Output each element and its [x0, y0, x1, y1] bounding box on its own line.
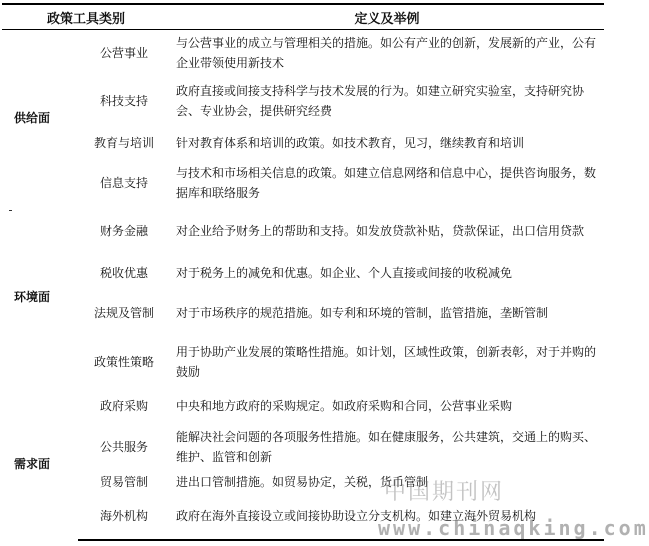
- tool-cell: 税收优惠: [100, 265, 149, 280]
- category-supply: 供给面: [14, 110, 51, 125]
- table-row: [2, 388, 604, 424]
- policy-tools-table: [2, 3, 604, 541]
- definition-cell: 用于协助产业发展的策略性措施。如计划，区域性政策，创新表彰，对于并购的鼓励: [176, 344, 597, 379]
- watermark-cn: 中国期刊网: [384, 480, 505, 505]
- stray-mark: [9, 210, 12, 211]
- definition-cell: 能解决社会问题的各项服务性措施。如在健康服务，公共建筑，交通上的购买、维护、监管和创新: [176, 429, 597, 464]
- tool-cell: 政策性策略: [94, 354, 155, 369]
- definition-cell: 针对教育体系和培训的政策。如技术教育，见习，继续教育和培训: [176, 135, 525, 150]
- table-row: [2, 126, 604, 160]
- table-row: [2, 76, 604, 126]
- definition-cell: 与公营事业的成立与管理相关的措施。如公有产业的创新，发展新的产业，公有企业带领使用新技术: [176, 35, 597, 70]
- definition-cell: 对于税务上的减免和优惠。如企业、个人直接或间接的收税减免: [176, 265, 513, 280]
- watermark-url: www.chinaqking.com: [378, 516, 649, 540]
- category-demand: 需求面: [14, 456, 51, 471]
- table-row: [2, 206, 604, 256]
- tool-cell: 海外机构: [78, 494, 170, 540]
- definition-cell: 与技术和市场相关信息的政策。如建立信息网络和信息中心，提供咨询服务，数据库和联络服务: [176, 165, 597, 200]
- header-definition: 定义及举例: [170, 4, 604, 30]
- definition-cell: 对于市场秩序的规范措施。如专利和环境的管制，监管措施，垄断管制: [176, 305, 549, 320]
- table-row: [2, 336, 604, 388]
- tool-cell: 贸易管制: [100, 474, 149, 489]
- table-row: [2, 160, 604, 206]
- definition-cell: 政府直接或间接支持科学与技术发展的行为。如建立研究实验室，支持研究协会、专业协会，提供研究经费: [176, 83, 585, 118]
- definition-cell: 进出口管制措施。如贸易协定，关税，货币管制: [176, 474, 429, 489]
- table-header-row: [2, 4, 604, 30]
- table-row: [2, 30, 604, 76]
- tool-cell: 公共服务: [100, 439, 149, 454]
- definition-cell: 中央和地方政府的采购规定。如政府采购和合同，公营事业采购: [176, 398, 513, 413]
- category-environment: 环境面: [14, 289, 51, 304]
- tool-cell: 教育与培训: [94, 135, 155, 150]
- table-row: [2, 470, 604, 494]
- header-tool-category: 政策工具类别: [2, 4, 170, 30]
- tool-cell: 公营事业: [100, 45, 149, 60]
- definition-cell: 政府在海外直接设立或间接协助设立分支机构。如建立海外贸易机构: [170, 494, 604, 540]
- tool-cell: 政府采购: [100, 398, 149, 413]
- table-row: [2, 424, 604, 470]
- tool-cell: 信息支持: [100, 175, 149, 190]
- tool-cell: 财务金融: [100, 223, 149, 238]
- table-row: [2, 290, 604, 336]
- definition-cell: 对企业给予财务上的帮助和支持。如发放贷款补贴，贷款保证，出口信用贷款: [176, 223, 585, 238]
- table-row: [2, 256, 604, 290]
- tool-cell: 法规及管制: [94, 305, 155, 320]
- tool-cell: 科技支持: [100, 93, 149, 108]
